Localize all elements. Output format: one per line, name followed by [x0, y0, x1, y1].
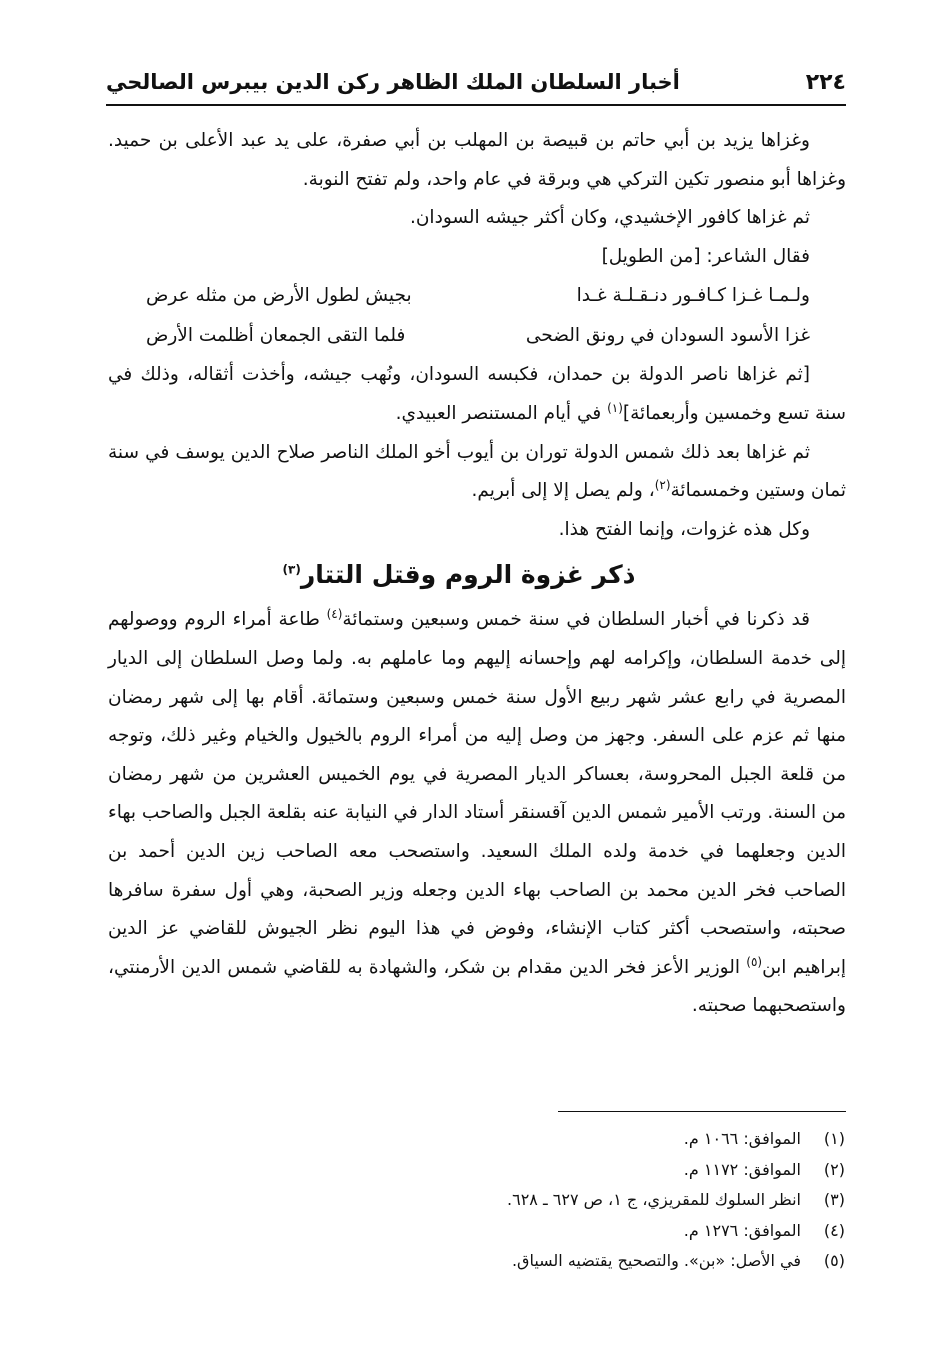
footnote-ref-4: (٤) [326, 607, 343, 622]
page-number: ٢٢٤ [805, 70, 846, 95]
footnote-text: الموافق: ١٢٧٦ م. [683, 1220, 801, 1240]
footnotes [345, 1124, 845, 1277]
paragraph-7 [108, 601, 846, 1026]
footnote-separator [558, 1111, 846, 1112]
page-header [106, 68, 846, 104]
footnote-text: الموافق: ١٠٦٦ م. [683, 1129, 801, 1148]
paragraph-5-text: ثم غزاها بعد ذلك شمس الدولة توران بن أيوب أخو الملك الناصر صلاح الدين يوسف في سنة ثمان وستين وخمسمائة [108, 441, 846, 502]
paragraph-2: ثم غزاها كافور الإخشيدي، وكان أكثر جيشه السودان. [409, 207, 810, 229]
footnote-number: (١) [823, 1129, 845, 1148]
paragraph-1: وغزاها يزيد بن أبي حاتم بن قبيصة بن المهلب بن أبي صفرة، على يد عبد الأعلى بن حميد. وغزاها أبو منصور تكين التركي هي وبرقة في عام واحد، ولم تفتح النوبة. [108, 130, 846, 190]
footnote-1 [345, 1124, 845, 1155]
footnote-3 [345, 1185, 845, 1216]
paragraph-5-tail: ، ولم يصل إلا إلى أبريم. [471, 480, 655, 502]
paragraph-7-text-b: طاعة أمراء الروم ووصولهم إلى خدمة السلطان، وإكرامه لهم وإحسانه إليهم وما عاملهم به. ولما وصل السلطان إلى الديار المصرية في رابع عشر شهر ربيع الأول سنة خمس وسبعين وستمائة. أقام بها إلى شهر رمضان منها ثم عزم على السفر. وجهز من وصل إليه من أمراء الروم بالخيول والخيام وغير ذلك، وتوجه من قلعة الجبل المحروسة، بعساكر الديار المصرية في يوم الخميس العشرين من شهر رمضان من السنة. ورتب الأمير شمس الدين آقسنقر أستاد الدار في النيابة عنه بقلعة الجبل والصاحب بهاء الدين وجعلهما في خدمة ولده الملك السعيد. واستصحب معه الصاحب زين الدين أحمد بن الصاحب فخر الدين محمد بن الصاحب بهاء الدين وجعله وزير الصحبة، وهي أول سفرة سافرها صحبته، واستصحب أكثر كتاب الإنشاء، وفوض في هذا اليوم نظر الجيوش للقاضي عز الدين إبراهيم ابن [108, 609, 846, 978]
footnote-ref-1: (١) [607, 400, 623, 415]
running-title: أخبار السلطان الملك الظاهر ركن الدين بيبرس الصالحي [106, 70, 680, 94]
footnote-4 [345, 1216, 845, 1247]
verse-hemistich-second: بجيش لطول الأرض من مثله عرض [146, 285, 412, 307]
footnote-text: في الأصل: «بن». والتصحيح يقتضيه السياق. [511, 1251, 801, 1270]
paragraph-4-tail: في أيام المستنصر العبيدي. [395, 402, 608, 424]
footnote-number: (٥) [823, 1251, 845, 1270]
footnote-text: انظر السلوك للمقريزي، ج ١، ص ٦٢٧ ـ ٦٢٨. [507, 1190, 801, 1209]
footnote-ref-3: (٣) [282, 563, 301, 578]
paragraph-4-text: [ثم غزاها ناصر الدولة بن حمدان، فكبسه السودان، ونُهب جيشه، وأخذت أثقاله، وذلك في سنة تسع وخمسين وأربعمائة] [108, 364, 846, 424]
paragraph-7-text-a: قد ذكرنا في أخبار السلطان في سنة خمس وسبعين وستمائة [342, 609, 810, 631]
section-heading [108, 549, 846, 601]
verse-line-2 [108, 316, 846, 356]
paragraph-5 [108, 434, 846, 511]
footnote-number: (٢) [823, 1159, 845, 1179]
footnote-number: (٤) [823, 1220, 845, 1240]
header-rule [106, 104, 846, 106]
verse-hemistich-second: فلما التقى الجمعان أظلمت الأرض [146, 325, 406, 347]
footnote-2 [345, 1155, 845, 1186]
footnote-ref-2: (٢) [654, 478, 671, 492]
paragraph-4 [108, 356, 846, 433]
footnote-text: الموافق: ١١٧٢ م. [683, 1159, 801, 1179]
paragraph-3: فقال الشاعر: [من الطويل] [601, 245, 810, 267]
verse-line-1 [108, 276, 846, 316]
section-heading-text: ذكر غزوة الروم وقتل التتار [300, 560, 636, 590]
footnote-number: (٣) [823, 1190, 845, 1209]
paragraph-6: وكل هذه غزوات، وإنما الفتح هذا. [558, 518, 810, 540]
main-text [108, 122, 846, 1026]
verse-hemistich-first: ولـمـا غـزا كـافـور دنـقـلـة غـدا [576, 285, 810, 307]
footnote-5 [345, 1246, 845, 1277]
paragraph-7-text-c: الوزير الأعز فخر الدين مقدام بن شكر، والشهادة به للقاضي شمس الدين الأرمنتي، واستصحبهما صحبته. [108, 956, 846, 1017]
footnote-ref-5: (٥) [746, 954, 763, 969]
verse-hemistich-first: غزا الأسود السودان في رونق الضحى [525, 325, 810, 347]
